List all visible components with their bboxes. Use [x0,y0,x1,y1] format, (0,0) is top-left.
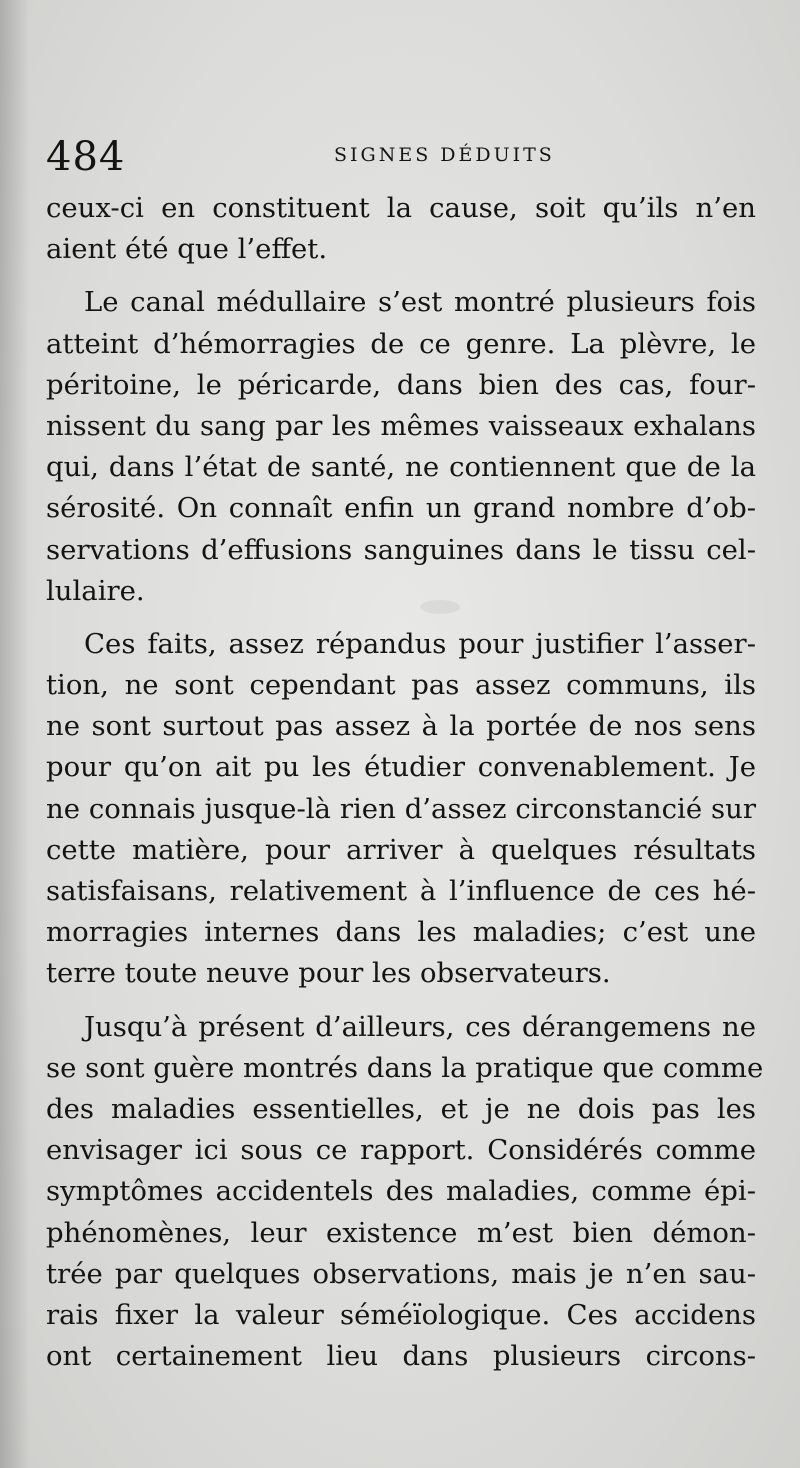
text-line: ne connais jusque-là rien d’assez circonstancié sur [46,792,756,825]
text-line: Le canal médullaire s’est montré plusieurs fois [84,286,756,319]
text-line: péritoine, le péricarde, dans bien des cas, four- [46,368,756,401]
text-line: qui, dans l’état de santé, ne contiennent que de la [46,451,756,484]
paragraph [46,282,756,612]
text-line: servations d’effusions sanguines dans le tissu cel- [46,533,756,566]
text-line: Ces faits, assez répandus pour justifier l’asser- [84,627,756,660]
text-line: ont certainement lieu dans plusieurs circons- [46,1340,756,1373]
running-head: SIGNES DÉDUITS [334,144,555,166]
page-header [46,132,756,182]
paragraph [46,188,756,270]
text-line: se sont guère montrés dans la pratique que comme [46,1051,764,1084]
text-line: satisfaisans, relativement à l’influence de ces hé- [46,875,756,907]
body-text [46,188,764,1377]
text-line: tion, ne sont cependant pas assez communs, ils [46,669,756,702]
text-line: trée par quelques observations, mais je n’en sau- [46,1257,756,1290]
text-line: atteint d’hémorragies de ce genre. La plèvre, le [46,327,756,360]
paragraph [46,624,756,995]
page-edge-shadow [0,0,30,1468]
text-line: lulaire. [46,574,145,607]
paragraph [46,1007,764,1378]
text-line: morragies internes dans les maladies; c’est une [46,916,756,949]
text-line: symptômes accidentels des maladies, comme épi- [46,1175,756,1208]
text-line: ne sont surtout pas assez à la portée de nos sens [46,710,756,743]
text-line: nissent du sang par les mêmes vaisseaux exhalans [46,409,756,442]
text-line: pour qu’on ait pu les étudier convenablement. Je [46,751,756,784]
text-line: sérosité. On connaît enfin un grand nombre d’ob- [46,492,756,525]
text-line: cette matière, pour arriver à quelques résultats [46,833,756,866]
text-line: phénomènes, leur existence m’est bien démon- [46,1216,756,1249]
text-line: envisager ici sous ce rapport. Considérés comme [46,1134,756,1167]
text-line: terre toute neuve pour les observateurs. [46,957,611,990]
text-line: rais fixer la valeur séméïologique. Ces accidens [46,1298,756,1331]
text-line: ceux-ci en constituent la cause, soit qu’ils n’en [46,192,756,224]
page-number: 484 [46,134,126,180]
text-line: des maladies essentielles, et je ne dois pas les [46,1092,756,1125]
text-line: aient été que l’effet. [46,233,328,266]
text-line: Jusqu’à présent d’ailleurs, ces dérangemens ne [84,1010,756,1043]
